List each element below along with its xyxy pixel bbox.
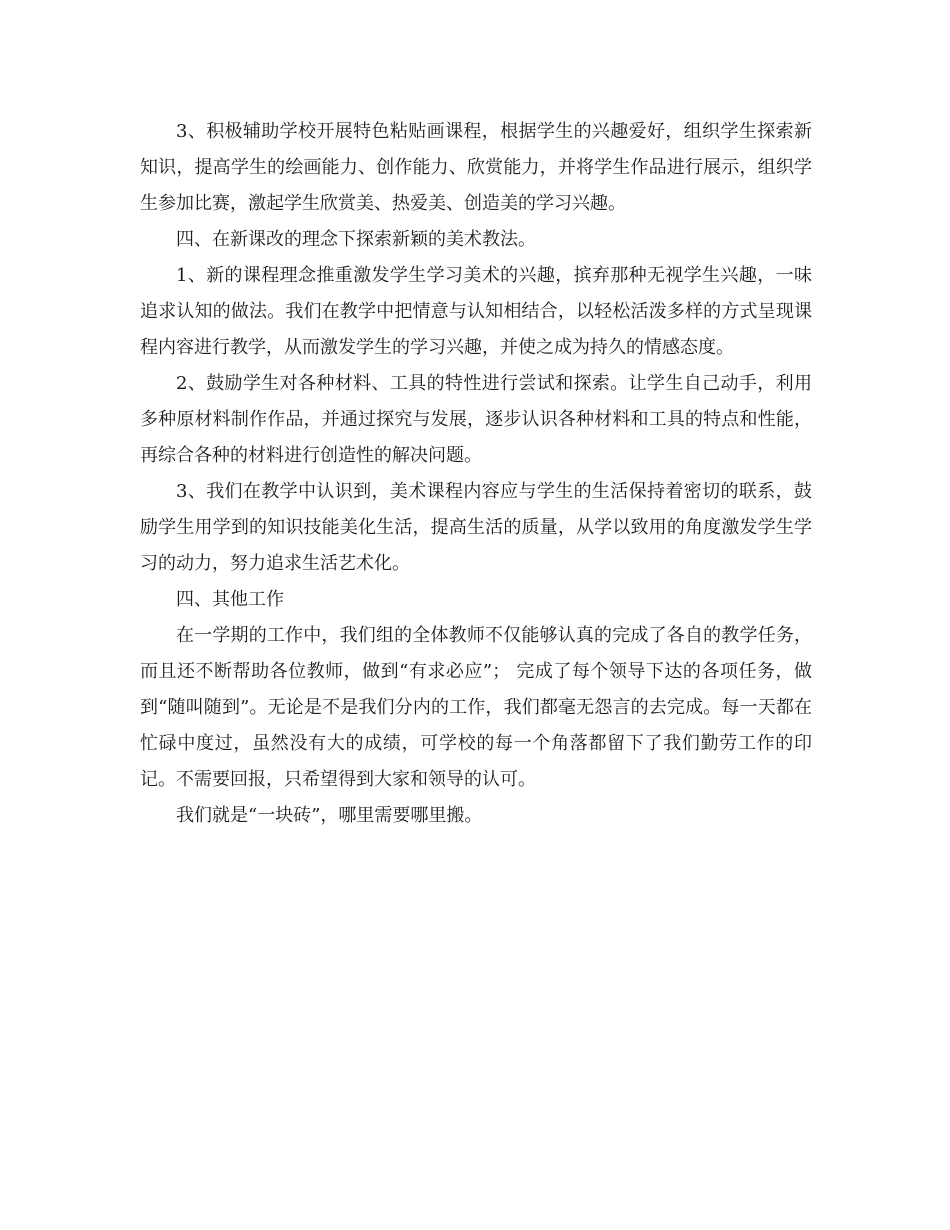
document-body: [140, 114, 812, 834]
paragraph-item-1-interest: 1、新的课程理念推重激发学生学习美术的兴趣，摈弃那种无视学生兴趣，一味追求认知的做法。我们在教学中把情意与认知相结合，以轻松活泼多样的方式呈现课程内容进行教学，从而激发学生的学习兴趣，并使之成为持久的情感态度。: [140, 265, 812, 358]
paragraph-other-work: 在一学期的工作中，我们组的全体教师不仅能够认真的完成了各自的教学任务，而且还不断帮助各位教师，做到“有求必应”； 完成了每个领导下达的各项任务，做到“随叫随到”。无论是不是我们分内的工作，我们都毫无怨言的去完成。每一天都在忙碌中度过，虽然没有大的成绩，可学校的每一个角落都留下了我们勤劳工作的印记。不需要回报，只希望得到大家和领导的认可。: [140, 625, 812, 790]
paragraph-closing: 我们就是“一块砖”，哪里需要哪里搬。: [176, 805, 483, 826]
section-heading-other-work: 四、其他工作: [176, 589, 284, 610]
section-heading-new-teaching-methods: 四、在新课改的理念下探索新颖的美术教法。: [176, 229, 536, 250]
paragraph-item-2-materials: 2、鼓励学生对各种材料、工具的特性进行尝试和探索。让学生自己动手，利用多种原材料制作作品，并通过探究与发展，逐步认识各种材料和工具的特点和性能，再综合各种的材料进行创造性的解决问题。: [140, 373, 812, 466]
paragraph-item-3-sticker-course: 3、积极辅助学校开展特色粘贴画课程，根据学生的兴趣爱好，组织学生探索新知识，提高学生的绘画能力、创作能力、欣赏能力，并将学生作品进行展示，组织学生参加比赛，激起学生欣赏美、热爱美、创造美的学习兴趣。: [140, 121, 812, 214]
paragraph-item-3-life-connection: 3、我们在教学中认识到，美术课程内容应与学生的生活保持着密切的联系，鼓励学生用学到的知识技能美化生活，提高生活的质量，从学以致用的角度激发学生学习的动力，努力追求生活艺术化。: [140, 481, 812, 574]
